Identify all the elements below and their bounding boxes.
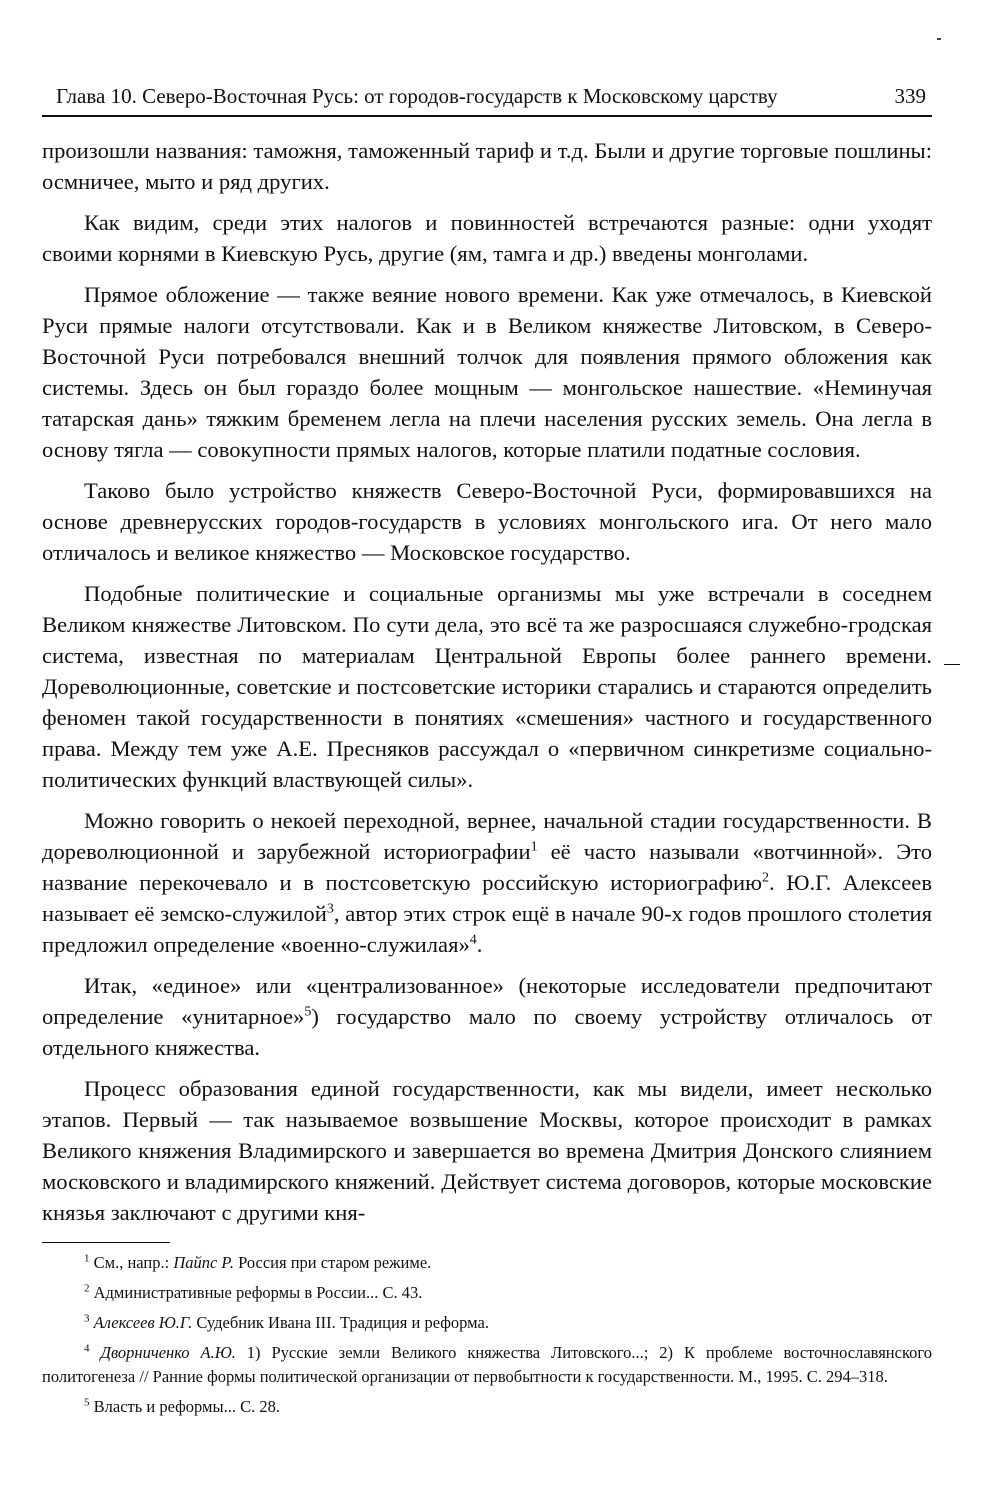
footnotes <box>42 1251 932 1419</box>
page-number: 339 <box>894 84 926 108</box>
footnote <box>42 1395 932 1419</box>
footnote <box>42 1341 932 1389</box>
footnote-text: Власть и реформы... С. 28. <box>89 1397 280 1416</box>
paragraph: произошли названия: таможня, таможенный тариф и т.д. Были и другие торговые пошлины: осмничее, мыто и ряд других. <box>42 138 932 194</box>
paragraph <box>42 805 932 960</box>
text-run: . Ю.Г. Алексеев называет её земско-служилой <box>42 870 932 926</box>
margin-mark <box>944 664 960 665</box>
footnote-number: 3 <box>84 1312 90 1325</box>
footnote-separator <box>42 1242 170 1243</box>
footnote-number: 1 <box>84 1252 90 1265</box>
footnote-ref[interactable]: 3 <box>326 901 334 917</box>
footnote-ref[interactable]: 2 <box>761 870 769 886</box>
footnote-ref[interactable]: 4 <box>469 932 477 948</box>
footnote-text: 1) Русские земли Великого княжества Литовского...; 2) К проблеме восточнославянского политогенеза // Ранние формы политической организации от первобытности к государственности. М., 1995. С. 294–318. <box>42 1343 932 1386</box>
footnote-text: Россия при старом режиме. <box>233 1253 432 1272</box>
paragraph: Как видим, среди этих налогов и повинностей встречаются разные: одни уходят своими корнями в Киевскую Русь, другие (ям, тамга и др.) введены монголами. <box>42 210 932 266</box>
footnote <box>42 1311 932 1335</box>
footnote-author: Дворниченко А.Ю. <box>100 1343 236 1362</box>
text-run: . <box>476 932 483 957</box>
paragraph: Таково было устройство княжеств Северо-Восточной Руси, формировавшихся на основе древнерусских городов-государств в условиях монгольского ига. От него мало отличалось и великое княжество — Московское государство. <box>42 478 932 565</box>
text-run: ) государство мало по своему устройству отличалось от отдельного княжества. <box>42 1004 932 1060</box>
text-run: , автор этих строк ещё в начале 90-х годов прошлого столетия предложил определение «военно-служилая» <box>42 901 932 957</box>
footnote-text: Судебник Ивана III. Традиция и реформа. <box>192 1313 489 1332</box>
text-run: Можно говорить о некоей переходной, вернее, начальной стадии государственности. В дореволюционной и зарубежной историографии <box>42 808 932 864</box>
footnote-number: 2 <box>84 1282 90 1295</box>
running-header <box>42 84 932 117</box>
main-text <box>42 135 932 1228</box>
paragraph: Подобные политические и социальные организмы мы уже встречали в соседнем Великом княжестве Литовском. По сути дела, это всё та же разросшаяся служебно-гродская система, известная по материалам Центральной Европы более раннего времени. Дореволюционные, советские и постсоветские историки старались и стараются определить феномен такой государственности в понятиях «смешения» частного и государственного права. Между тем уже А.Е. Пресняков рассуждал о «первичном синкретизме социально-политических функций властвующей силы». <box>42 581 932 792</box>
paragraph <box>42 970 932 1063</box>
footnote-number: 4 <box>84 1342 90 1355</box>
footnote-number: 5 <box>84 1396 90 1409</box>
footnote <box>42 1281 932 1305</box>
text-run: Итак, «единое» или «централизованное» (некоторые исследователи предпочитают определение «унитарное» <box>42 973 932 1029</box>
footnote-ref[interactable]: 5 <box>304 1004 312 1020</box>
paragraph: Прямое обложение — также веяние нового времени. Как уже отмечалось, в Киевской Руси прямые налоги отсутствовали. Как и в Великом княжестве Литовском, в Северо-Восточной Руси потребовался внешний толчок для появления прямого обложения как системы. Здесь он был гораздо более мощным — монгольское нашествие. «Неминучая татарская дань» тяжким бременем легла на плечи населения русских земель. Она легла в основу тягла — совокупности прямых налогов, которые платили податные сословия. <box>42 282 932 462</box>
scan-speck <box>937 38 941 40</box>
footnote-ref[interactable]: 1 <box>530 839 538 855</box>
footnote-prefix: См., напр.: <box>93 1253 174 1272</box>
paragraph: Процесс образования единой государственности, как мы видели, имеет несколько этапов. Первый — так называемое возвышение Москвы, которое происходит в рамках Великого княжения Владимирского и завершается во времена Дмитрия Донского слиянием московского и владимирского княжений. Действует система договоров, которые московские князья заключают с другими кня- <box>42 1076 932 1225</box>
footnote <box>42 1251 932 1275</box>
text-run: её часто называли «вотчинной». Это название перекочевало и в постсоветскую российскую историографию <box>42 839 932 895</box>
book-page <box>42 84 932 1425</box>
footnote-author: Алексеев Ю.Г. <box>93 1313 193 1332</box>
footnote-author: Пайпс Р. <box>173 1253 234 1272</box>
footnote-text: Административные реформы в России... С. 43. <box>89 1283 423 1302</box>
chapter-title: Глава 10. Северо-Восточная Русь: от городов-государств к Московскому царству <box>56 84 778 108</box>
